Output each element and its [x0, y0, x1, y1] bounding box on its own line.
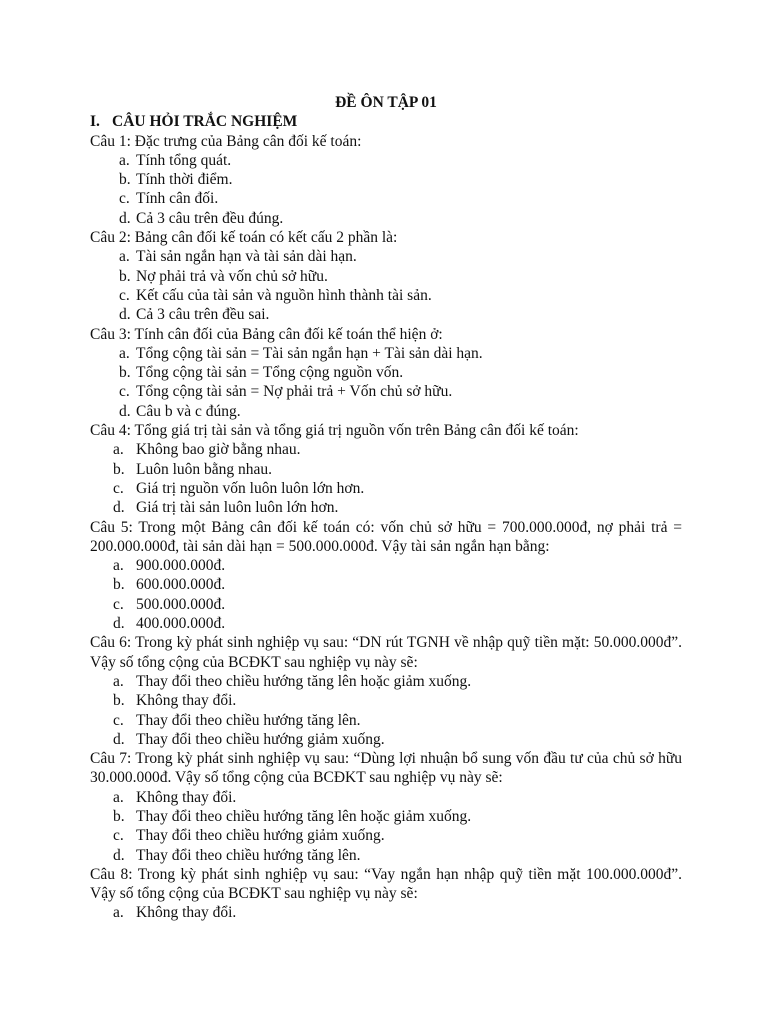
answer-option: [90, 151, 682, 170]
answer-option-text: Thay đổi theo chiều hướng giảm xuống.: [136, 827, 385, 845]
answer-option-label: d.: [113, 615, 125, 633]
answer-option: [90, 711, 682, 730]
answer-option-text: Cả 3 câu trên đều đúng.: [136, 209, 284, 227]
answer-option-text: Thay đổi theo chiều hướng tăng lên hoặc giảm xuống.: [136, 807, 472, 825]
answer-option: [90, 363, 682, 382]
answer-option-label: a.: [119, 344, 130, 362]
answer-option-text: Tổng cộng tài sản = Tổng cộng nguồn vốn.: [136, 364, 404, 382]
document-title: ĐỀ ÔN TẬP 01: [335, 94, 437, 111]
answer-option-label: d.: [119, 209, 131, 227]
answer-option-text: 900.000.000đ.: [136, 557, 226, 575]
question-text: Câu 8: Trong kỳ phát sinh nghiệp vụ sau: “Vay ngắn hạn nhập quỹ tiền mặt 100.000.000đ”. Vậy số tổng cộng của BCĐKT sau nghiệp vụ này sẽ:: [90, 865, 682, 903]
answer-option-label: b.: [119, 364, 131, 382]
answer-option: [90, 382, 682, 401]
answer-option-text: Tổng cộng tài sản = Tài sản ngắn hạn + Tài sản dài hạn.: [136, 344, 483, 362]
section-title: CÂU HỎI TRẮC NGHIỆM: [112, 113, 298, 131]
question-text: Câu 7: Trong kỳ phát sinh nghiệp vụ sau: “Dùng lợi nhuận bổ sung vốn đầu tư của chủ sở hữu 30.000.000đ. Vậy số tổng cộng của BCĐKT sau nghiệp vụ này sẽ:: [90, 750, 682, 787]
answer-option: [90, 479, 682, 498]
answer-option-label: c.: [113, 479, 124, 497]
answer-option: [90, 903, 682, 922]
answer-option: [90, 691, 682, 710]
answer-option-text: 400.000.000đ.: [136, 615, 226, 633]
answer-option: [90, 440, 682, 459]
answer-option-text: Giá trị nguồn vốn luôn luôn lớn hơn.: [136, 479, 365, 497]
answer-option-label: b.: [113, 460, 125, 478]
answer-option: [90, 209, 682, 228]
answer-option-label: c.: [113, 595, 124, 613]
answer-option: [90, 402, 682, 421]
answer-option: [90, 170, 682, 189]
answer-option: [90, 846, 682, 865]
answer-option-label: b.: [113, 692, 125, 710]
answer-option-label: b.: [119, 171, 131, 189]
question-text: Câu 6: Trong kỳ phát sinh nghiệp vụ sau: “DN rút TGNH về nhập quỹ tiền mặt: 50.000.000đ”. Vậy số tổng cộng của BCĐKT sau nghiệp vụ này sẽ:: [90, 634, 682, 671]
answer-option-label: a.: [113, 557, 124, 575]
answer-option-label: a.: [119, 248, 130, 266]
answer-option-text: Luôn luôn bằng nhau.: [136, 460, 273, 478]
answer-option-text: Giá trị tài sản luôn luôn lớn hơn.: [136, 499, 339, 517]
answer-option: [90, 826, 682, 845]
answer-option-text: Thay đổi theo chiều hướng tăng lên.: [136, 711, 361, 729]
answer-option: [90, 556, 682, 575]
answer-option: [90, 498, 682, 517]
question-text: Câu 1: Đặc trưng của Bảng cân đối kế toán:: [90, 132, 362, 150]
answer-option-label: b.: [113, 807, 125, 825]
answer-option: [90, 730, 682, 749]
answer-option-text: Tính cân đối.: [136, 190, 219, 208]
answer-option-label: a.: [113, 672, 124, 690]
answer-option-text: Tính tổng quát.: [136, 151, 232, 169]
answer-option-text: Tổng cộng tài sản = Nợ phải trả + Vốn chủ sở hữu.: [136, 383, 453, 401]
answer-option-text: Không thay đổi.: [136, 692, 237, 710]
answer-option-label: c.: [113, 711, 124, 729]
answer-option-text: Không thay đổi.: [136, 904, 237, 922]
answer-option-label: b.: [119, 267, 131, 285]
answer-option: [90, 614, 682, 633]
question-list: [90, 132, 682, 923]
answer-option-text: Kết cấu của tài sản và nguồn hình thành tài sản.: [136, 286, 432, 304]
answer-option-text: Thay đổi theo chiều hướng tăng lên.: [136, 846, 361, 864]
answer-option-label: c.: [119, 190, 130, 208]
answer-option: [90, 286, 682, 305]
answer-option-label: a.: [113, 904, 124, 922]
answer-option-label: b.: [113, 576, 125, 594]
answer-option-label: a.: [113, 441, 124, 459]
answer-option-text: Không bao giờ bằng nhau.: [136, 441, 301, 459]
question-text: Câu 2: Bảng cân đối kế toán có kết cấu 2 phần là:: [90, 229, 398, 247]
answer-option: [90, 460, 682, 479]
answer-option-text: Tài sản ngắn hạn và tài sản dài hạn.: [136, 248, 357, 266]
answer-option-text: Thay đổi theo chiều hướng giảm xuống.: [136, 730, 385, 748]
answer-option-label: a.: [119, 151, 130, 169]
answer-option: [90, 267, 682, 286]
answer-option-text: Câu b và c đúng.: [136, 402, 241, 420]
answer-option-text: Cả 3 câu trên đều sai.: [136, 306, 270, 324]
question-text: Câu 4: Tổng giá trị tài sản và tổng giá trị nguồn vốn trên Bảng cân đối kế toán:: [90, 422, 579, 440]
document-page: [90, 93, 682, 923]
answer-option: [90, 807, 682, 826]
answer-option: [90, 344, 682, 363]
answer-option-label: c.: [119, 286, 130, 304]
answer-option-label: d.: [113, 499, 125, 517]
answer-option-label: a.: [113, 788, 124, 806]
answer-option: [90, 595, 682, 614]
answer-option-label: d.: [113, 730, 125, 748]
answer-option: [90, 788, 682, 807]
question-text: Câu 5: Trong một Bảng cân đối kế toán có: vốn chủ sở hữu = 700.000.000đ, nợ phải trả = 200.000.000đ, tài sản dài hạn = 500.000.000đ. Vậy tài sản ngắn hạn bằng:: [90, 518, 682, 555]
answer-option-label: c.: [113, 827, 124, 845]
section-number: I.: [90, 113, 100, 131]
answer-option-text: 600.000.000đ.: [136, 576, 226, 594]
answer-option: [90, 305, 682, 324]
answer-option-text: Thay đổi theo chiều hướng tăng lên hoặc giảm xuống.: [136, 672, 472, 690]
answer-option: [90, 575, 682, 594]
answer-option: [90, 247, 682, 266]
answer-option-text: Tính thời điểm.: [136, 171, 233, 189]
answer-option-label: c.: [119, 383, 130, 401]
answer-option: [90, 189, 682, 208]
section-heading: [90, 112, 682, 131]
answer-option-text: Nợ phải trả và vốn chủ sở hữu.: [136, 267, 328, 285]
answer-option-label: d.: [119, 306, 131, 324]
answer-option-label: d.: [113, 846, 125, 864]
answer-option-text: 500.000.000đ.: [136, 595, 226, 613]
answer-option-label: d.: [119, 402, 131, 420]
answer-option: [90, 672, 682, 691]
question-text: Câu 3: Tính cân đối của Bảng cân đối kế toán thể hiện ở:: [90, 325, 443, 343]
answer-option-text: Không thay đổi.: [136, 788, 237, 806]
